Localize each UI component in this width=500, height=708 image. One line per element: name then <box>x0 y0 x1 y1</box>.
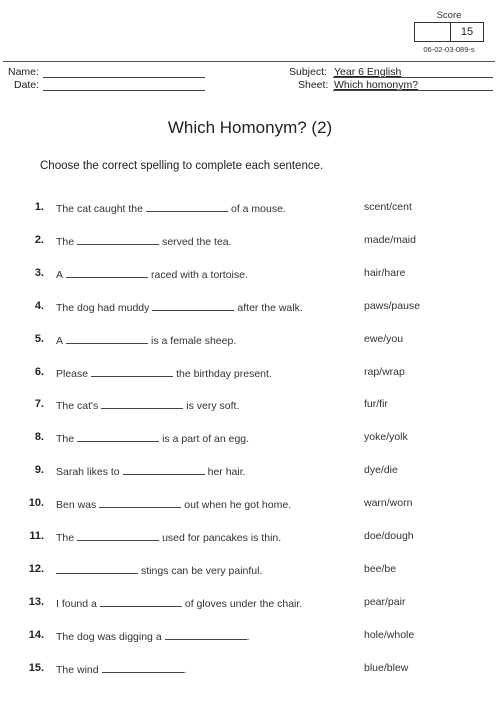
question-number: 2. <box>34 233 44 246</box>
page-title: Which Homonym? (2) <box>167 118 333 137</box>
sentence-end: . <box>246 630 250 643</box>
question-sentence <box>56 333 236 347</box>
sentence-start: Please <box>56 367 89 380</box>
question-row <box>0 596 500 616</box>
spelling-options: fur/fir <box>364 398 388 411</box>
answer-blank[interactable] <box>77 530 159 541</box>
header-divider <box>3 61 495 62</box>
spelling-options: warn/worn <box>364 497 413 510</box>
question-sentence <box>56 234 232 248</box>
sentence-start: A <box>56 334 64 347</box>
sentence-start: A <box>56 268 64 281</box>
answer-blank[interactable] <box>165 629 247 640</box>
question-number: 3. <box>34 266 44 279</box>
answer-blank[interactable] <box>77 234 159 245</box>
spelling-options: doe/dough <box>364 530 414 542</box>
sentence-end: used for pancakes is thin. <box>162 532 282 544</box>
date-field[interactable] <box>43 90 205 91</box>
sentence-end: of a mouse. <box>230 203 286 215</box>
spelling-options: bee/be <box>364 562 397 575</box>
spelling-options: hair/hare <box>364 266 406 279</box>
sentence-start: The cat's <box>56 400 99 413</box>
question-number: 13. <box>28 595 44 608</box>
score-box <box>414 22 484 42</box>
sheet-label: Sheet: <box>298 79 329 91</box>
sentence-end: her hair. <box>207 466 246 479</box>
question-sentence <box>56 563 262 577</box>
subject-label: Subject: <box>289 66 327 78</box>
question-number: 6. <box>34 365 44 378</box>
answer-blank[interactable] <box>146 201 228 212</box>
question-number: 11. <box>29 530 44 542</box>
sheet-code: 06-02-03-089-s <box>423 45 475 54</box>
score-total: 15 <box>460 26 474 38</box>
spelling-options: hole/whole <box>364 628 415 641</box>
question-row <box>0 234 500 254</box>
score-label: Score <box>436 10 462 21</box>
answer-blank[interactable] <box>66 333 148 344</box>
question-number: 7. <box>34 398 44 411</box>
question-row <box>0 333 500 353</box>
spelling-options: blue/blew <box>364 661 409 674</box>
sentence-start: The <box>56 235 75 248</box>
question-number: 12. <box>28 562 44 575</box>
sentence-end: served the tea. <box>162 235 232 248</box>
spelling-options: yoke/yolk <box>364 431 408 444</box>
question-sentence <box>56 267 248 281</box>
question-sentence <box>56 366 272 380</box>
question-number: 8. <box>34 431 44 444</box>
name-label: Name: <box>8 66 39 78</box>
answer-blank[interactable] <box>99 497 181 508</box>
question-sentence <box>56 464 246 478</box>
sentence-end: stings can be very painful. <box>141 564 263 577</box>
sentence-start: The <box>56 532 75 544</box>
question-row <box>0 563 500 583</box>
spelling-options: paws/pause <box>364 299 421 312</box>
question-sentence <box>56 201 286 215</box>
answer-blank[interactable] <box>66 267 148 278</box>
question-row <box>0 300 500 320</box>
answer-blank[interactable] <box>102 662 184 673</box>
question-sentence <box>56 662 187 676</box>
question-sentence <box>56 431 249 445</box>
sentence-start: Ben was <box>56 499 97 512</box>
date-label: Date: <box>14 79 40 91</box>
score-input-box[interactable] <box>415 23 451 41</box>
spelling-options: ewe/you <box>364 332 404 345</box>
question-number: 15. <box>28 661 44 674</box>
question-number: 10. <box>28 497 44 510</box>
question-sentence <box>56 300 303 314</box>
subject-value: Year 6 English <box>334 66 402 78</box>
question-sentence <box>56 398 239 412</box>
question-row <box>0 662 500 682</box>
spelling-options: rap/wrap <box>364 365 405 378</box>
sentence-end: out when he got home. <box>184 499 292 512</box>
question-row <box>0 398 500 418</box>
sentence-start: The cat caught the <box>56 203 143 215</box>
answer-blank[interactable] <box>152 300 234 311</box>
answer-blank[interactable] <box>123 464 205 475</box>
answer-blank[interactable] <box>91 366 173 377</box>
question-number: 5. <box>34 332 44 345</box>
answer-blank[interactable] <box>77 431 159 442</box>
instructions: Choose the correct spelling to complete each sentence. <box>40 160 324 172</box>
spelling-options: dye/die <box>364 464 398 477</box>
sentence-end: is a female sheep. <box>151 334 237 347</box>
question-row <box>0 464 500 484</box>
question-row <box>0 366 500 386</box>
answer-blank[interactable] <box>56 563 138 574</box>
sentence-start: I found a <box>56 597 97 610</box>
question-row <box>0 629 500 649</box>
sentence-start: Sarah likes to <box>56 466 120 479</box>
name-field[interactable] <box>43 77 205 78</box>
sentence-start: The dog had muddy <box>56 301 150 314</box>
question-number: 14. <box>28 628 44 641</box>
sentence-end: is a part of an egg. <box>162 433 250 446</box>
sentence-start: The <box>56 433 75 446</box>
question-row <box>0 267 500 287</box>
sentence-end: is very soft. <box>186 400 240 413</box>
spelling-options: pear/pair <box>364 595 406 608</box>
answer-blank[interactable] <box>101 398 183 409</box>
sentence-end: of gloves under the chair. <box>184 597 303 610</box>
sentence-end: . <box>183 663 187 676</box>
spelling-options: scent/cent <box>364 201 412 213</box>
question-sentence <box>56 596 302 610</box>
question-sentence <box>56 530 281 544</box>
question-row <box>0 530 500 550</box>
sentence-end: the birthday present. <box>176 367 272 380</box>
spelling-options: made/maid <box>364 233 416 246</box>
question-row <box>0 497 500 517</box>
sentence-end: raced with a tortoise. <box>151 268 248 281</box>
question-row <box>0 201 500 221</box>
answer-blank[interactable] <box>100 596 182 607</box>
sentence-start: The wind <box>56 663 99 676</box>
question-sentence <box>56 497 291 511</box>
question-number: 1. <box>34 201 44 213</box>
question-sentence <box>56 629 250 643</box>
question-row <box>0 431 500 451</box>
question-number: 4. <box>34 299 44 312</box>
question-number: 9. <box>34 464 44 477</box>
sheet-value: Which homonym? <box>334 79 419 91</box>
sentence-start: The dog was digging a <box>56 630 162 643</box>
sentence-end: after the walk. <box>237 301 303 314</box>
